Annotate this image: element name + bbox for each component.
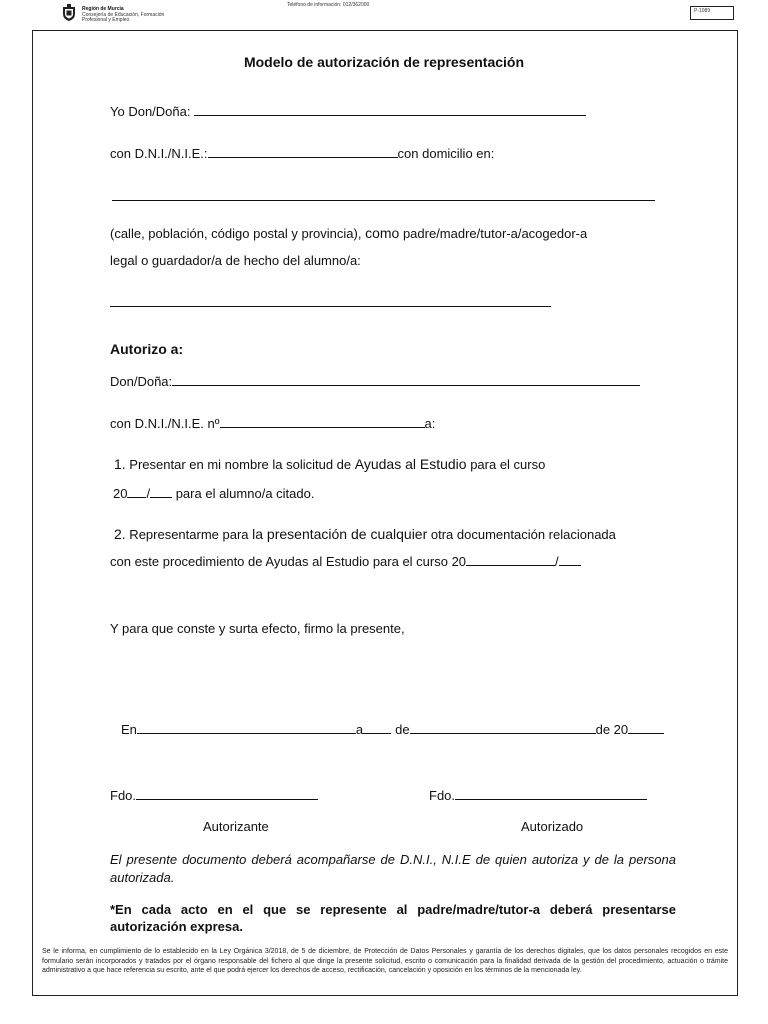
de20-label: de 20	[595, 722, 629, 737]
authorized-dni-blank[interactable]	[220, 415, 425, 428]
fdo-right-label: Fdo.	[429, 788, 456, 803]
page-header	[0, 0, 768, 30]
authorizer-label: Autorizante	[203, 819, 269, 834]
don-label: Don/Doña:	[110, 374, 173, 389]
item-1-line-2-text: para el alumno/a citado.	[172, 486, 315, 501]
legal-guardian-label: legal o guardador/a de hecho del alumno/a:	[110, 253, 361, 268]
address-hint-1: (calle, población, código postal y provincia),	[110, 226, 366, 241]
info-phone: Teléfono de información: 012/362000	[287, 2, 370, 8]
authorized-dni-label: con D.N.I./N.I.E. nº	[110, 416, 220, 431]
item-2-number: 2.	[114, 526, 126, 542]
signature-left-row	[110, 787, 318, 803]
region-coat-of-arms-icon	[62, 4, 76, 21]
item-2-line-2	[110, 553, 581, 569]
authorized-label: Autorizado	[521, 819, 584, 834]
data-protection-notice: Se le informa, en cumplimiento de lo establecido en la Ley Orgánica 3/2018, de 5 de diciembre, de Protección de Datos Personales y garantía de los derechos digitales, que los datos personales recogidos en este formulario serán incorporados y tratados por el órgano responsable del fichero al que dirige la presente solicitud, escrito o comunicación para la finalidad derivada de la gestión del procedimiento, actuación o trámite administrativo a que hace referencia su escrito, ante el que podrá ejercer los derechos de acceso, rectificación, cancelación y oposición en los términos de la mencionada ley.	[42, 948, 728, 974]
item-2-slash: /	[555, 554, 559, 569]
yo-row	[110, 103, 586, 119]
place-date-row	[121, 721, 664, 737]
signature-left-blank[interactable]	[136, 787, 318, 800]
procedure-code-box	[690, 6, 734, 20]
address-blank[interactable]	[112, 200, 655, 201]
item-1-text-b: Ayudas al Estudio	[354, 456, 467, 472]
item-1-row	[114, 456, 545, 472]
item-2-text-c: otra documentación relacionada	[427, 527, 616, 542]
attachment-note: El presente documento deberá acompañarse de D.N.I., N.I.E de quien autoriza y de la persona autorizada.	[110, 852, 676, 885]
item-2-text-a: Representarme para	[125, 527, 253, 542]
item-1-number: 1.	[114, 456, 126, 472]
fdo-left-label: Fdo.	[110, 788, 137, 803]
item-1-slash: /	[146, 486, 151, 501]
dni-blank[interactable]	[208, 145, 398, 158]
region-department-text	[82, 7, 164, 24]
item-2-row	[114, 526, 616, 542]
yo-label: Yo Don/Doña:	[110, 104, 191, 119]
item-1-line-2	[113, 485, 314, 501]
dni-label: con D.N.I./N.I.E.:	[110, 146, 208, 161]
don-row	[110, 373, 640, 389]
autorizo-heading: Autorizo a:	[110, 341, 184, 357]
de-label: de	[395, 722, 410, 737]
month-blank[interactable]	[410, 721, 596, 734]
item-1-text-c: para el curso	[466, 457, 546, 472]
region-name: Región de Murcia	[82, 6, 124, 12]
day-blank[interactable]	[363, 721, 391, 734]
en-label: En	[121, 722, 137, 737]
signature-right-blank[interactable]	[455, 787, 647, 800]
signature-right-row	[429, 787, 647, 803]
document-title: Modelo de autorización de representación	[243, 54, 525, 70]
name-blank[interactable]	[194, 103, 586, 116]
place-blank[interactable]	[137, 721, 356, 734]
authorized-name-blank[interactable]	[172, 373, 640, 386]
item-1-year-end-blank[interactable]	[150, 485, 172, 498]
authorized-dni-row	[110, 415, 435, 431]
item-2-year-end-blank[interactable]	[559, 553, 581, 566]
authorized-a-label: a:	[424, 416, 436, 431]
a-label: a	[355, 722, 364, 737]
department-line-2: Profesional y Empleo	[82, 17, 130, 23]
address-hint-row	[110, 225, 587, 241]
student-blank[interactable]	[110, 306, 551, 307]
department-line-1: Consejería de Educación, Formación	[82, 11, 165, 18]
item-2-text-b: la presentación de cualquier	[252, 526, 428, 542]
item-2-year-start-blank[interactable]	[466, 553, 555, 566]
express-authorization-note: *En cada acto en el que se represente al padre/madre/tutor-a deberá presentarse autorización expresa.	[110, 902, 676, 934]
item-1-text-a: Presentar en mi nombre la solicitud de	[125, 457, 355, 472]
procedure-code: P-1089	[694, 8, 711, 14]
address-hint-como: como	[365, 225, 400, 241]
dni-row	[110, 145, 494, 161]
year-blank[interactable]	[628, 721, 664, 734]
item-1-year-start-blank[interactable]	[127, 485, 146, 498]
item-2-line-2-text: con este procedimiento de Ayudas al Estudio para el curso 20	[110, 554, 467, 569]
domicilio-label: con domicilio en:	[397, 146, 495, 161]
address-hint-2: padre/madre/tutor-a/acogedor-a	[399, 226, 588, 241]
item-1-year-prefix: 20	[113, 486, 128, 501]
closing-text: Y para que conste y surta efecto, firmo la presente,	[110, 621, 405, 636]
